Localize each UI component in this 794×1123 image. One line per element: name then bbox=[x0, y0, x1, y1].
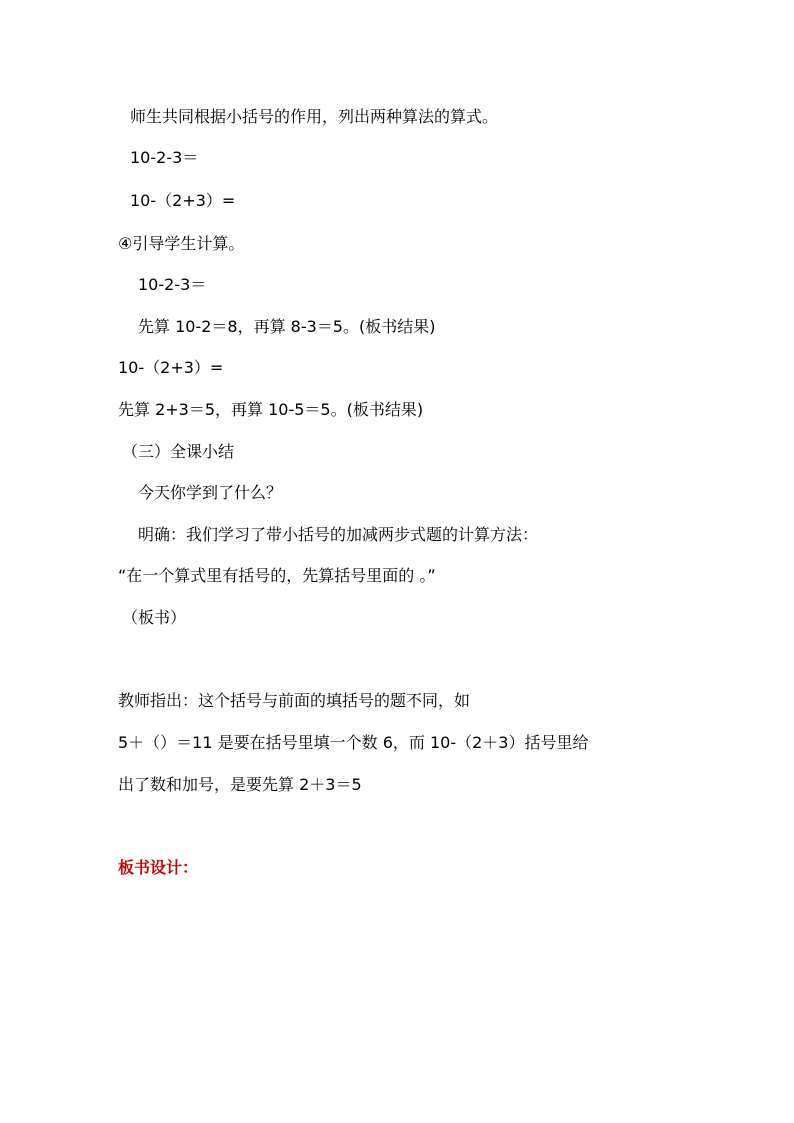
section-title: （三）全课小结 bbox=[122, 442, 235, 461]
calculation-line: 先算 10-2＝8，再算 8-3＝5。(板书结果) bbox=[138, 317, 436, 336]
step-heading: ④引导学生计算。 bbox=[118, 234, 245, 253]
teacher-note-line: 5＋（）＝11 是要在括号里填一个数 6，而 10-（2＋3）括号里给 bbox=[118, 733, 589, 752]
question-line: 今天你学到了什么？ bbox=[138, 483, 283, 502]
summary-line: 明确：我们学习了带小括号的加减两步式题的计算方法： bbox=[138, 525, 539, 544]
calculation-line: 先算 2+3＝5，再算 10-5＝5。(板书结果) bbox=[118, 400, 424, 419]
quoted-rule: “在一个算式里有括号的，先算括号里面的 。” bbox=[118, 566, 436, 585]
teacher-note-line: 教师指出：这个括号与前面的填括号的题不同，如 bbox=[118, 691, 471, 710]
formula-line: 10-（2+3）= bbox=[130, 191, 236, 210]
formula-line: 10-2-3＝ bbox=[130, 148, 199, 167]
note-line: （板书） bbox=[122, 608, 187, 627]
board-design-heading: 板书设计： bbox=[118, 858, 199, 877]
teacher-note-line: 出了数和加号，是要先算 2＋3＝5 bbox=[118, 775, 362, 794]
formula-line: 10-（2+3）= bbox=[118, 358, 224, 377]
formula-line: 10-2-3＝ bbox=[138, 275, 207, 294]
intro-text-line: 师生共同根据小括号的作用，列出两种算法的算式。 bbox=[130, 107, 499, 126]
